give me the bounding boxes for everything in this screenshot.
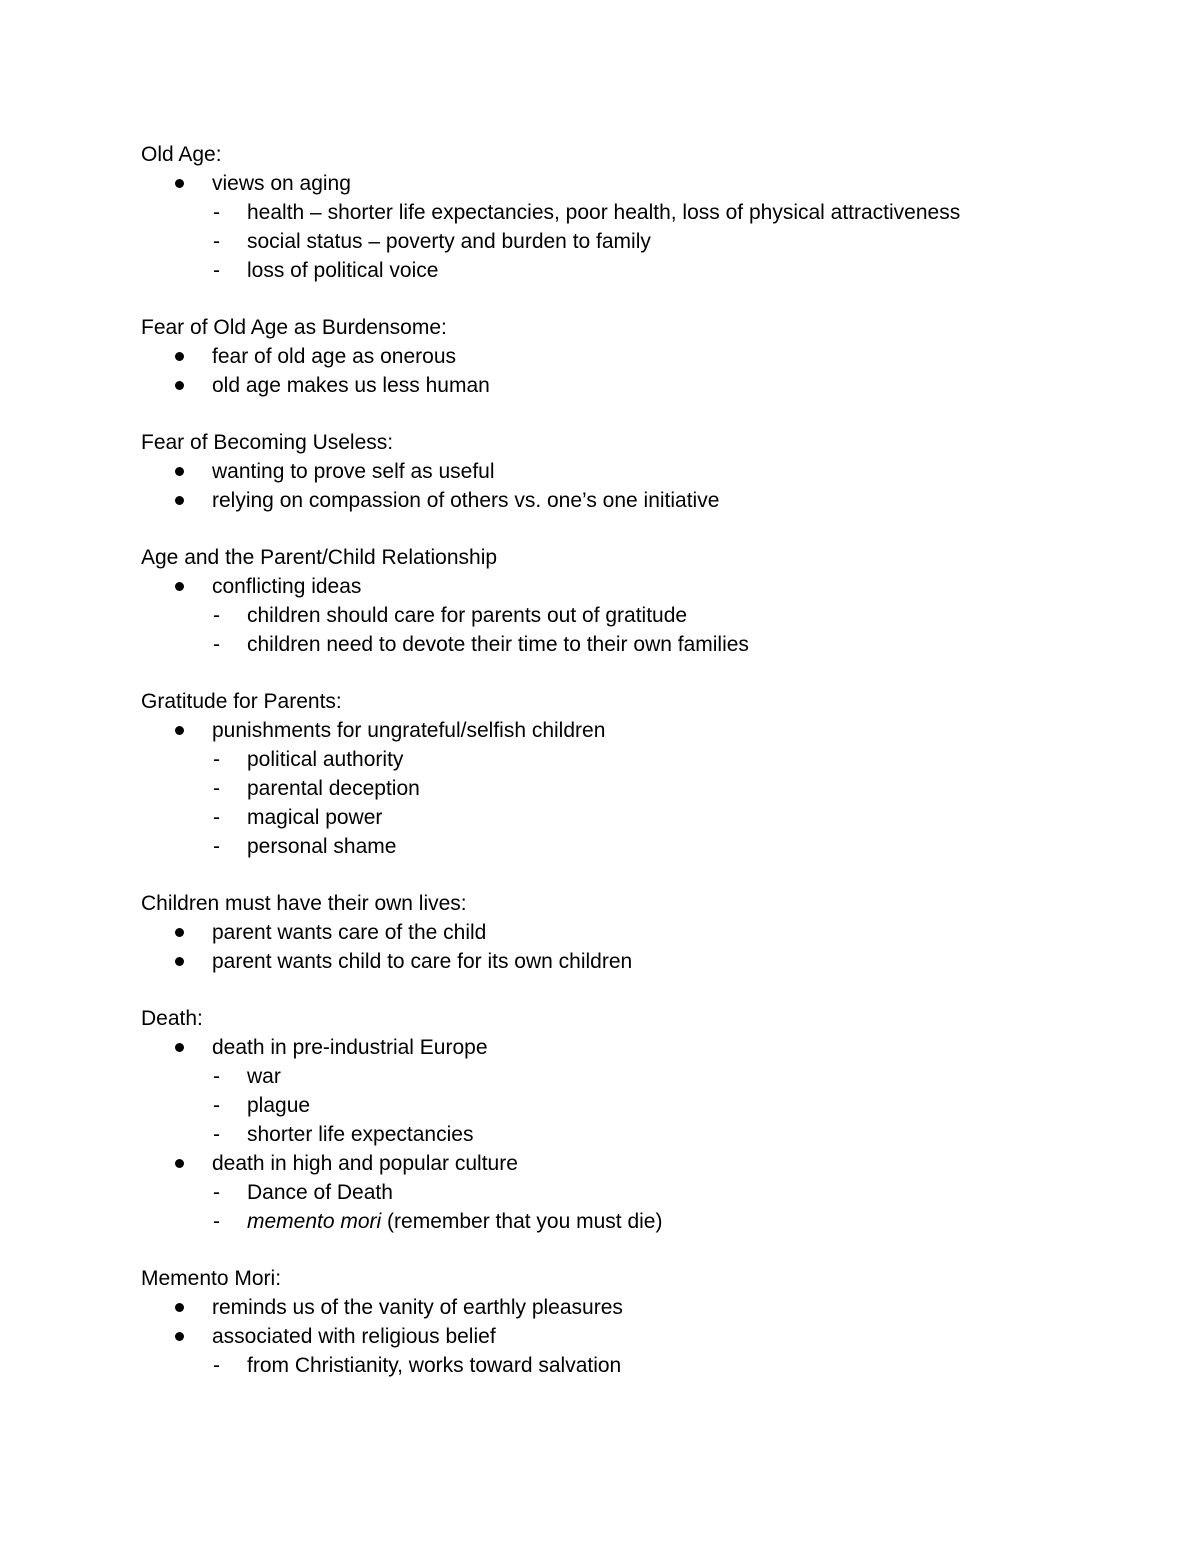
sub-text: loss of political voice [247, 259, 439, 282]
bullet-dot-icon [175, 179, 184, 188]
bullet-item [141, 572, 1101, 601]
dash-marker: - [213, 748, 220, 771]
dash-marker: - [213, 806, 220, 829]
bullet-text: associated with religious belief [212, 1325, 496, 1348]
dash-marker: - [213, 1181, 220, 1204]
sub-item [141, 601, 1101, 630]
sub-item [141, 803, 1101, 832]
bullet-dot-icon [175, 1043, 184, 1052]
sub-item [141, 832, 1101, 861]
bullet-item [141, 1149, 1101, 1178]
bullet-item [141, 371, 1101, 400]
section-heading: Fear of Old Age as Burdensome: [141, 316, 447, 339]
bullet-text: views on aging [212, 172, 351, 195]
sub-text: parental deception [247, 777, 420, 800]
bullet-text: death in pre-industrial Europe [212, 1036, 488, 1059]
bullet-dot-icon [175, 381, 184, 390]
document-page [141, 140, 1101, 1408]
section-parent-child [141, 543, 1101, 659]
bullet-item [141, 169, 1101, 198]
sub-text: personal shame [247, 835, 397, 858]
dash-marker: - [213, 259, 220, 282]
section-memento-mori [141, 1264, 1101, 1380]
section-old-age [141, 140, 1101, 285]
section-heading: Children must have their own lives: [141, 892, 467, 915]
bullet-dot-icon [175, 582, 184, 591]
dash-marker: - [213, 604, 220, 627]
sub-text: Dance of Death [247, 1181, 393, 1204]
bullet-text: parent wants child to care for its own children [212, 950, 633, 973]
sub-text: political authority [247, 748, 404, 771]
section-own-lives [141, 889, 1101, 976]
bullet-item [141, 918, 1101, 947]
sub-text: shorter life expectancies [247, 1123, 474, 1146]
sub-item [141, 1207, 1101, 1236]
bullet-dot-icon [175, 1303, 184, 1312]
bullet-text: fear of old age as onerous [212, 345, 457, 368]
section-gratitude [141, 687, 1101, 861]
bullet-dot-icon [175, 1159, 184, 1168]
section-heading: Age and the Parent/Child Relationship [141, 546, 498, 569]
sub-text: children should care for parents out of gratitude [247, 604, 688, 627]
dash-marker: - [213, 1354, 220, 1377]
section-fear-burdensome [141, 313, 1101, 400]
bullet-item [141, 1033, 1101, 1062]
sub-item [141, 198, 1101, 227]
bullet-text: wanting to prove self as useful [212, 460, 495, 483]
sub-text: (remember that you must die) [381, 1210, 663, 1233]
dash-marker: - [213, 1210, 220, 1233]
sub-text: plague [247, 1094, 311, 1117]
bullet-text: old age makes us less human [212, 374, 490, 397]
sub-text: health – shorter life expectancies, poor health, loss of physical attractiveness [247, 201, 961, 224]
section-heading: Fear of Becoming Useless: [141, 431, 394, 454]
dash-marker: - [213, 201, 220, 224]
section-death [141, 1004, 1101, 1236]
section-heading: Memento Mori: [141, 1267, 282, 1290]
bullet-item [141, 716, 1101, 745]
sub-text: social status – poverty and burden to family [247, 230, 651, 253]
sub-item [141, 1178, 1101, 1207]
sub-text: war [247, 1065, 281, 1088]
bullet-dot-icon [175, 496, 184, 505]
dash-marker: - [213, 777, 220, 800]
section-heading: Gratitude for Parents: [141, 690, 342, 713]
section-heading: Old Age: [141, 143, 222, 166]
dash-marker: - [213, 1094, 220, 1117]
sub-item [141, 745, 1101, 774]
bullet-item [141, 1293, 1101, 1322]
bullet-text: parent wants care of the child [212, 921, 487, 944]
bullet-text: punishments for ungrateful/selfish children [212, 719, 606, 742]
dash-marker: - [213, 1065, 220, 1088]
bullet-dot-icon [175, 726, 184, 735]
dash-marker: - [213, 1123, 220, 1146]
bullet-item [141, 342, 1101, 371]
bullet-item [141, 486, 1101, 515]
sub-text: children need to devote their time to their own families [247, 633, 749, 656]
section-heading: Death: [141, 1007, 203, 1030]
sub-item [141, 1062, 1101, 1091]
bullet-item [141, 1322, 1101, 1351]
dash-marker: - [213, 230, 220, 253]
sub-text: from Christianity, works toward salvation [247, 1354, 622, 1377]
sub-item [141, 630, 1101, 659]
section-fear-useless [141, 428, 1101, 515]
bullet-item [141, 457, 1101, 486]
sub-item [141, 227, 1101, 256]
bullet-dot-icon [175, 467, 184, 476]
dash-marker: - [213, 835, 220, 858]
sub-item [141, 1351, 1101, 1380]
sub-text-italic: memento mori [247, 1210, 382, 1233]
sub-item [141, 256, 1101, 285]
bullet-dot-icon [175, 1332, 184, 1341]
bullet-dot-icon [175, 352, 184, 361]
sub-item [141, 774, 1101, 803]
bullet-dot-icon [175, 928, 184, 937]
bullet-text: reminds us of the vanity of earthly pleasures [212, 1296, 623, 1319]
bullet-item [141, 947, 1101, 976]
bullet-text: death in high and popular culture [212, 1152, 518, 1175]
sub-item [141, 1120, 1101, 1149]
bullet-text: conflicting ideas [212, 575, 362, 598]
sub-item [141, 1091, 1101, 1120]
sub-text: magical power [247, 806, 383, 829]
dash-marker: - [213, 633, 220, 656]
bullet-dot-icon [175, 957, 184, 966]
bullet-text: relying on compassion of others vs. one’s one initiative [212, 489, 720, 512]
